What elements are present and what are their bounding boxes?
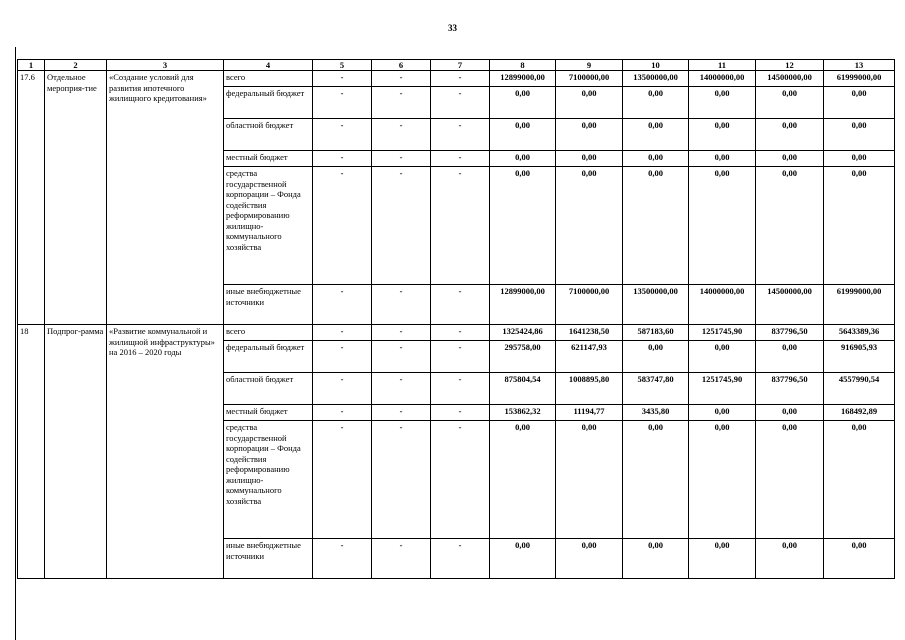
table-row <box>18 71 895 87</box>
cell-c8: 875804,54 <box>490 373 556 405</box>
cell-c8: 12899000,00 <box>490 285 556 325</box>
cell-c10: 0,00 <box>623 151 689 167</box>
cell-c12: 14500000,00 <box>756 71 824 87</box>
cell-c11: 0,00 <box>689 151 756 167</box>
funding-source: всего <box>224 325 313 341</box>
cell-c9: 1008895,80 <box>556 373 623 405</box>
cell-c10: 0,00 <box>623 87 689 119</box>
cell-c6: - <box>372 405 431 421</box>
cell-c5: - <box>313 405 372 421</box>
column-number-row <box>18 60 895 71</box>
cell-c6: - <box>372 341 431 373</box>
cell-c5: - <box>313 373 372 405</box>
cell-c13: 168492,89 <box>824 405 895 421</box>
cell-c6: - <box>372 421 431 539</box>
cell-c9: 0,00 <box>556 421 623 539</box>
column-header: 6 <box>372 60 431 71</box>
cell-c13: 5643389,36 <box>824 325 895 341</box>
column-header: 3 <box>107 60 224 71</box>
cell-c7: - <box>431 119 490 151</box>
cell-c11: 1251745,90 <box>689 325 756 341</box>
funding-source: средства государственной корпорации – Фонда содействия реформированию жилищно-коммунального хозяйства <box>224 167 313 285</box>
cell-c6: - <box>372 325 431 341</box>
item-type: Отдельное мероприя-тие <box>45 71 107 325</box>
cell-c5: - <box>313 87 372 119</box>
cell-c6: - <box>372 87 431 119</box>
cell-c5: - <box>313 285 372 325</box>
cell-c7: - <box>431 87 490 119</box>
cell-c10: 3435,80 <box>623 405 689 421</box>
cell-c6: - <box>372 119 431 151</box>
column-header: 12 <box>756 60 824 71</box>
cell-c8: 295758,00 <box>490 341 556 373</box>
cell-c10: 0,00 <box>623 341 689 373</box>
cell-c12: 0,00 <box>756 119 824 151</box>
cell-c8: 0,00 <box>490 119 556 151</box>
table-row <box>18 325 895 341</box>
funding-source: средства государственной корпорации – Фонда содействия реформированию жилищно-коммунального хозяйства <box>224 421 313 539</box>
funding-source: иные внебюджетные источники <box>224 539 313 579</box>
cell-c13: 0,00 <box>824 87 895 119</box>
column-header: 8 <box>490 60 556 71</box>
cell-c7: - <box>431 325 490 341</box>
cell-c10: 583747,80 <box>623 373 689 405</box>
cell-c8: 0,00 <box>490 539 556 579</box>
cell-c9: 7100000,00 <box>556 285 623 325</box>
cell-c6: - <box>372 71 431 87</box>
page-number: 33 <box>448 23 457 33</box>
cell-c13: 61999000,00 <box>824 71 895 87</box>
cell-c12: 0,00 <box>756 87 824 119</box>
cell-c9: 0,00 <box>556 167 623 285</box>
funding-source: местный бюджет <box>224 151 313 167</box>
cell-c5: - <box>313 325 372 341</box>
column-header: 9 <box>556 60 623 71</box>
cell-c7: - <box>431 151 490 167</box>
cell-c11: 0,00 <box>689 539 756 579</box>
cell-c7: - <box>431 373 490 405</box>
cell-c11: 0,00 <box>689 341 756 373</box>
cell-c7: - <box>431 71 490 87</box>
cell-c7: - <box>431 341 490 373</box>
item-type: Подпрог-рамма <box>45 325 107 579</box>
cell-c8: 0,00 <box>490 167 556 285</box>
cell-c13: 0,00 <box>824 539 895 579</box>
cell-c13: 0,00 <box>824 119 895 151</box>
cell-c10: 0,00 <box>623 539 689 579</box>
funding-source: всего <box>224 71 313 87</box>
cell-c9: 621147,93 <box>556 341 623 373</box>
column-header: 10 <box>623 60 689 71</box>
cell-c11: 1251745,90 <box>689 373 756 405</box>
cell-c5: - <box>313 119 372 151</box>
cell-c7: - <box>431 285 490 325</box>
cell-c12: 837796,50 <box>756 325 824 341</box>
cell-c7: - <box>431 167 490 285</box>
cell-c5: - <box>313 341 372 373</box>
cell-c12: 0,00 <box>756 421 824 539</box>
cell-c9: 0,00 <box>556 539 623 579</box>
cell-c9: 11194,77 <box>556 405 623 421</box>
cell-c8: 12899000,00 <box>490 71 556 87</box>
cell-c11: 0,00 <box>689 87 756 119</box>
cell-c10: 0,00 <box>623 167 689 285</box>
cell-c9: 1641238,50 <box>556 325 623 341</box>
column-header: 5 <box>313 60 372 71</box>
cell-c8: 1325424,86 <box>490 325 556 341</box>
cell-c12: 0,00 <box>756 405 824 421</box>
cell-c12: 0,00 <box>756 341 824 373</box>
cell-c6: - <box>372 151 431 167</box>
cell-c12: 0,00 <box>756 539 824 579</box>
cell-c12: 837796,50 <box>756 373 824 405</box>
cell-c11: 14000000,00 <box>689 285 756 325</box>
cell-c10: 13500000,00 <box>623 285 689 325</box>
cell-c6: - <box>372 167 431 285</box>
cell-c7: - <box>431 539 490 579</box>
item-title: «Развитие коммунальной и жилищной инфраструктуры» на 2016 – 2020 годы <box>107 325 224 579</box>
column-header: 1 <box>18 60 45 71</box>
cell-c5: - <box>313 167 372 285</box>
cell-c10: 0,00 <box>623 421 689 539</box>
cell-c10: 587183,60 <box>623 325 689 341</box>
cell-c11: 0,00 <box>689 167 756 285</box>
cell-c13: 0,00 <box>824 167 895 285</box>
cell-c11: 0,00 <box>689 421 756 539</box>
funding-source: федеральный бюджет <box>224 87 313 119</box>
cell-c5: - <box>313 71 372 87</box>
cell-c10: 0,00 <box>623 119 689 151</box>
funding-source: федеральный бюджет <box>224 341 313 373</box>
cell-c5: - <box>313 421 372 539</box>
cell-c5: - <box>313 539 372 579</box>
cell-c12: 14500000,00 <box>756 285 824 325</box>
column-header: 7 <box>431 60 490 71</box>
cell-c8: 0,00 <box>490 87 556 119</box>
cell-c13: 916905,93 <box>824 341 895 373</box>
column-header: 13 <box>824 60 895 71</box>
funding-source: местный бюджет <box>224 405 313 421</box>
cell-c11: 0,00 <box>689 405 756 421</box>
cell-c9: 0,00 <box>556 151 623 167</box>
cell-c13: 61999000,00 <box>824 285 895 325</box>
cell-c13: 4557990,54 <box>824 373 895 405</box>
cell-c9: 0,00 <box>556 87 623 119</box>
funding-source: иные внебюджетные источники <box>224 285 313 325</box>
cell-c9: 0,00 <box>556 119 623 151</box>
cell-c9: 7100000,00 <box>556 71 623 87</box>
row-number: 18 <box>18 325 45 579</box>
cell-c7: - <box>431 421 490 539</box>
cell-c11: 0,00 <box>689 119 756 151</box>
cell-c6: - <box>372 539 431 579</box>
funding-source: областной бюджет <box>224 119 313 151</box>
cell-c12: 0,00 <box>756 167 824 285</box>
funding-source: областной бюджет <box>224 373 313 405</box>
item-title: «Создание условий для развития ипотечного жилищного кредитования» <box>107 71 224 325</box>
budget-table <box>17 59 895 579</box>
cell-c6: - <box>372 373 431 405</box>
column-header: 2 <box>45 60 107 71</box>
cell-c12: 0,00 <box>756 151 824 167</box>
cell-c11: 14000000,00 <box>689 71 756 87</box>
cell-c6: - <box>372 285 431 325</box>
cell-c13: 0,00 <box>824 151 895 167</box>
cell-c7: - <box>431 405 490 421</box>
column-header: 11 <box>689 60 756 71</box>
cell-c13: 0,00 <box>824 421 895 539</box>
column-header: 4 <box>224 60 313 71</box>
cell-c8: 0,00 <box>490 151 556 167</box>
cell-c8: 153862,32 <box>490 405 556 421</box>
cell-c8: 0,00 <box>490 421 556 539</box>
cell-c5: - <box>313 151 372 167</box>
page-edge-line <box>15 47 16 640</box>
row-number: 17.6 <box>18 71 45 325</box>
cell-c10: 13500000,00 <box>623 71 689 87</box>
